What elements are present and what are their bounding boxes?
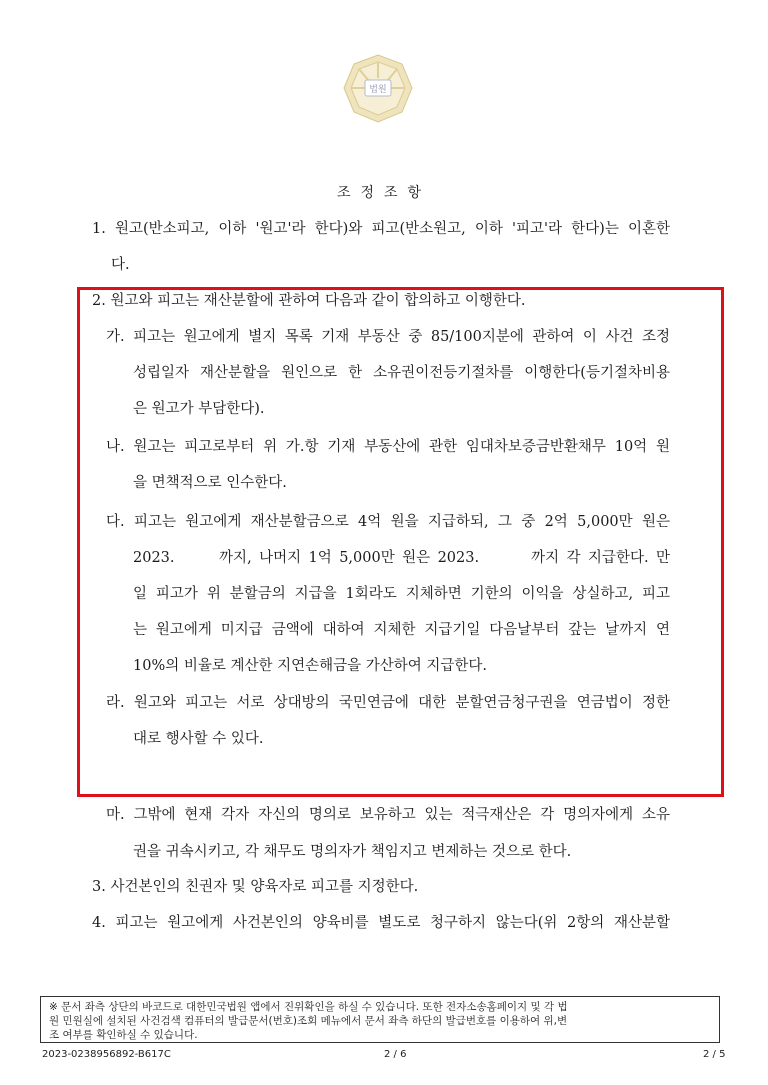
item2-ra-line2: 대로 행사할 수 있다. [133,731,264,747]
item2-da-line1: 다. 피고는 원고에게 재산분할금으로 4억 원을 지급하되, 그 중 2억 5,000만 원은 [106,514,670,530]
page-number-right: 2 / 5 [703,1049,726,1060]
item2-da-line5: 10%의 비율로 계산한 지연손해금을 가산하여 지급한다. [133,658,488,674]
issue-number: 2023-0238956892-B617C [42,1049,171,1060]
section-heading: 조정조항 [336,185,432,201]
item4-line1: 4. 피고는 원고에게 사건본인의 양육비를 별도로 청구하지 않는다(위 2항의 재산분할 [92,915,670,931]
item2-ma-line2: 권을 귀속시키고, 각 채무도 명의자가 책임지고 변제하는 것으로 한다. [133,844,572,860]
item3: 3. 사건본인의 친권자 및 양육자로 피고를 지정한다. [92,879,419,895]
item2-ma-line1: 마. 그밖에 현재 각자 자신의 명의로 보유하고 있는 적극재산은 각 명의자에게 소유 [106,807,670,823]
item2-na-line1: 나. 원고는 피고로부터 위 가.항 기재 부동산에 관한 임대차보증금반환채무 10억 원 [106,439,670,455]
item2-da-line2: 2023. 까지, 나머지 1억 5,000만 원은 2023. 까지 각 지급한다. 만 [133,550,670,566]
item2-ra-line1: 라. 원고와 피고는 서로 상대방의 국민연금에 대한 분할연금청구권을 연금법이 정한 [106,695,670,711]
item2-ga-line2: 성립일자 재산분할을 원인으로 한 소유권이전등기절차를 이행한다(등기절차비용 [133,365,670,381]
item1-line2: 다. [111,257,130,273]
item2-ga-line3: 은 원고가 부담한다). [133,401,265,417]
item2-ga-line1: 가. 피고는 원고에게 별지 목록 기재 부동산 중 85/100지분에 관하여 이 사건 조정 [106,329,670,345]
verification-notice [40,996,720,1043]
notice-line1: ※ 문서 좌측 상단의 바코드로 대한민국법원 앱에서 진위확인을 하실 수 있습니다. 또한 전자소송홈페이지 및 각 법 [49,1001,568,1013]
item2-da-line4: 는 원고에게 미지급 금액에 대하여 지체한 지급기일 다음날부터 갚는 날까지 연 [133,622,670,638]
item2-da-line3: 일 피고가 위 분할금의 지급을 1회라도 지체하면 기한의 이익을 상실하고, 피고 [133,586,670,602]
item2-title: 2. 원고와 피고는 재산분할에 관하여 다음과 같이 합의하고 이행한다. [92,293,526,309]
court-seal-logo [341,52,415,126]
item1-line1: 1. 원고(반소피고, 이하 '원고'라 한다)와 피고(반소원고, 이하 '피고'라 한다)는 이혼한 [92,221,670,237]
item2-na-line2: 을 면책적으로 인수한다. [133,475,287,491]
page-number-center: 2 / 6 [384,1049,407,1060]
notice-line3: 조 여부를 확인하실 수 있습니다. [49,1029,198,1041]
notice-line2: 원 민원실에 설치된 사건검색 컴퓨터의 발급문서(번호)조회 메뉴에서 문서 좌측 하단의 발급번호를 이용하여 위,변 [49,1015,568,1027]
seal-text: 법원 [369,85,387,95]
